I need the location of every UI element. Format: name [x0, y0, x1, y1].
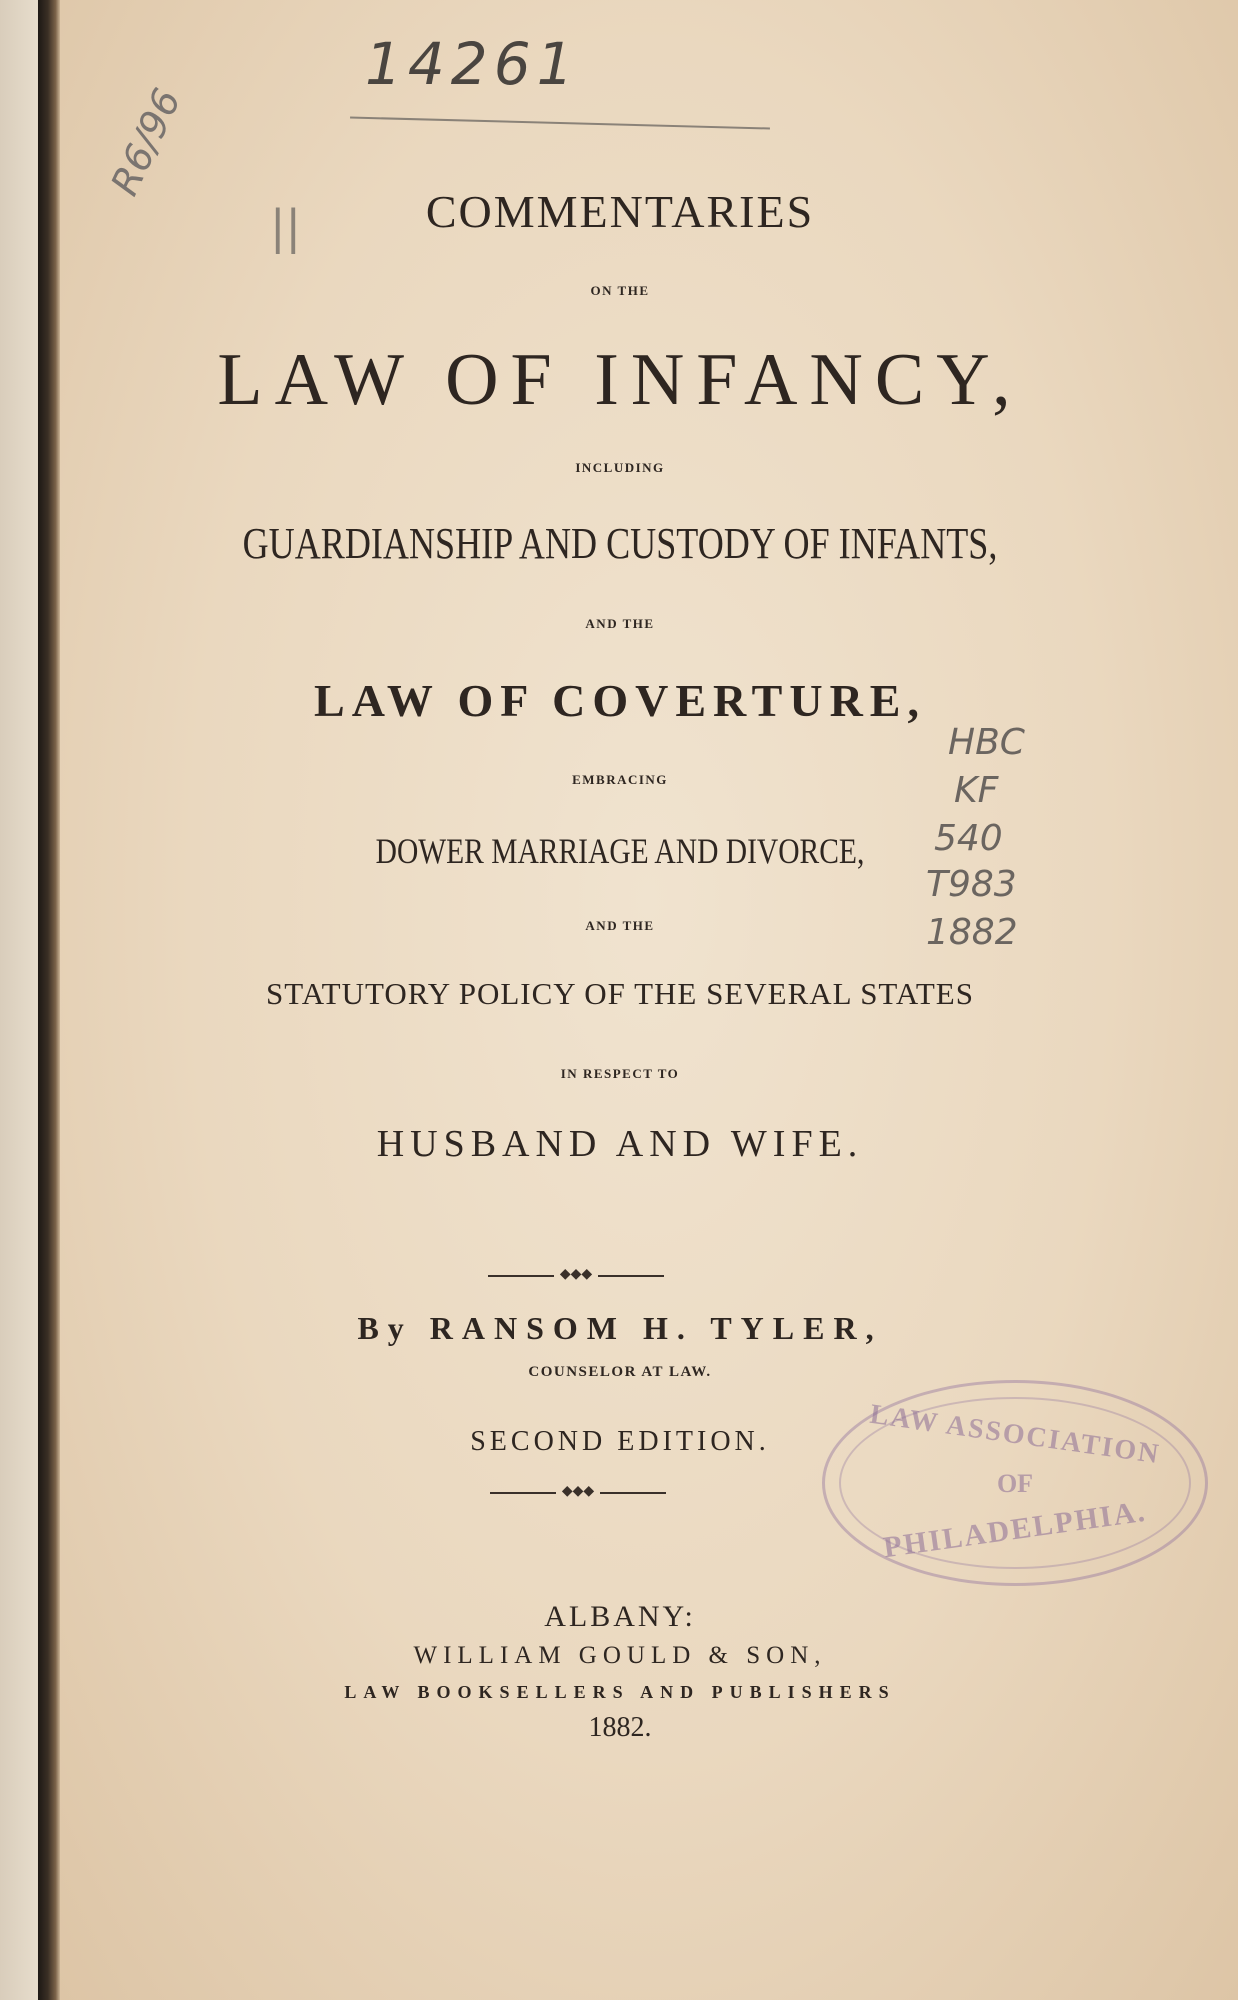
binding-edge [38, 0, 60, 2000]
author-byline: By RANSOM H. TYLER, [357, 1310, 883, 1346]
ornament-rule-right-1 [598, 1275, 664, 1277]
imprint-publisher: WILLIAM GOULD & SON, [413, 1642, 827, 1669]
ornament-rule-left-2 [490, 1492, 556, 1494]
title-statutory: STATUTORY POLICY OF THE SEVERAL STATES [266, 976, 974, 1011]
ornament-rule-left-1 [488, 1275, 554, 1277]
stamp-bottom: PHILADELPHIA. [881, 1494, 1149, 1565]
title-in-respect-to: IN RESPECT TO [560, 1066, 680, 1081]
title-husband-and-wife: HUSBAND AND WIFE. [376, 1123, 864, 1165]
title-embracing: EMBRACING [572, 772, 668, 787]
date-mark: R6/96 [102, 82, 190, 202]
title-page [60, 0, 1238, 2000]
library-stamp [822, 1380, 1208, 1586]
stamp-top: LAW ASSOCIATION [867, 1398, 1163, 1471]
call-number-line-3: 540 [934, 818, 1003, 859]
imprint-trade: LAW BOOKSELLERS AND PUBLISHERS [344, 1682, 896, 1702]
call-number-line-4: T983 [926, 864, 1017, 905]
imprint-year: 1882. [588, 1712, 652, 1743]
call-number-line-2: KF [954, 770, 999, 811]
title-and-the-1: AND THE [585, 616, 655, 631]
title-and-the-2: AND THE [585, 918, 655, 933]
title-on-the: ON THE [590, 283, 650, 298]
ornament-2: ◆◆◆ [561, 1484, 595, 1499]
call-number-line-5: 1882 [926, 912, 1018, 953]
call-number-line-1: HBC [948, 722, 1025, 763]
author-role: COUNSELOR AT LAW. [528, 1364, 712, 1380]
edition: SECOND EDITION. [470, 1426, 770, 1457]
imprint-city: ALBANY: [544, 1600, 696, 1633]
title-including: INCLUDING [575, 460, 665, 475]
title-law-of-infancy: LAW OF INFANCY, [217, 339, 1023, 421]
margin-mark: || [270, 200, 301, 254]
pencil-underline [350, 117, 770, 130]
title-dower: DOWER MARRIAGE AND DIVORCE, [375, 831, 865, 871]
title-law-of-coverture: LAW OF COVERTURE, [314, 675, 926, 726]
ornament-rule-right-2 [600, 1492, 666, 1494]
title-commentaries: COMMENTARIES [425, 186, 815, 237]
title-guardianship: GUARDIANSHIP AND CUSTODY OF INFANTS, [242, 519, 998, 568]
stamp-middle: OF [996, 1469, 1034, 1498]
ornament-1: ◆◆◆ [559, 1267, 593, 1282]
accession-number: 14261 [365, 30, 580, 98]
